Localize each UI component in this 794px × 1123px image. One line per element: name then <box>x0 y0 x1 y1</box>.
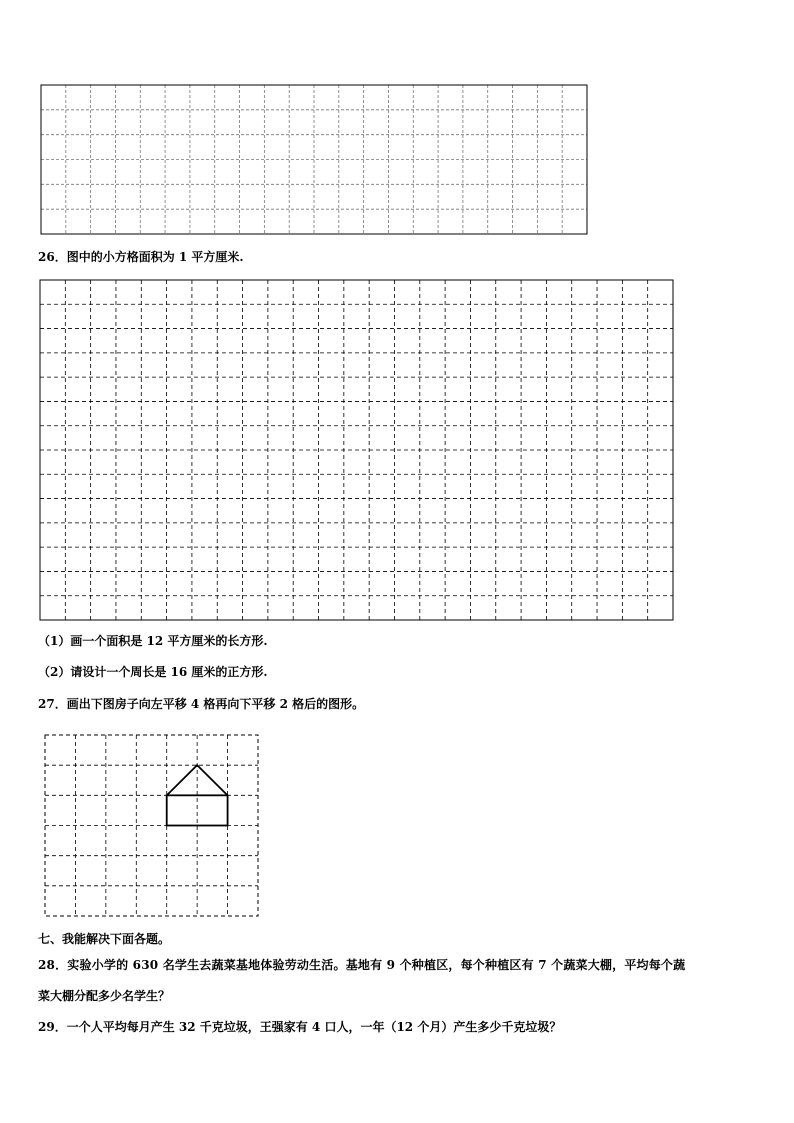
section7-title: 七、我能解决下面各题。 <box>38 932 171 946</box>
q29-title: 29．一个人平均每月产生 32 千克垃圾，王强家有 4 口人，一年（12 个月）产生多少千克垃圾？ <box>38 1020 562 1034</box>
q26-title: 26．图中的小方格面积为 1 平方厘米. <box>38 250 244 264</box>
q27-title: 27．画出下图房子向左平移 4 格再向下平移 2 格后的图形。 <box>38 697 365 711</box>
q28-line2: 菜大棚分配多少名学生？ <box>38 989 171 1003</box>
q28-line1: 28．实验小学的 630 名学生去蔬菜基地体验劳动生活。基地有 9 个种植区，每个种植区有 7 个蔬菜大棚，平均每个蔬 <box>38 958 686 972</box>
q26-part1: （1）画一个面积是 12 平方厘米的长方形. <box>38 634 268 648</box>
q26-part2: （2）请设计一个周长是 16 厘米的正方形. <box>38 665 268 679</box>
